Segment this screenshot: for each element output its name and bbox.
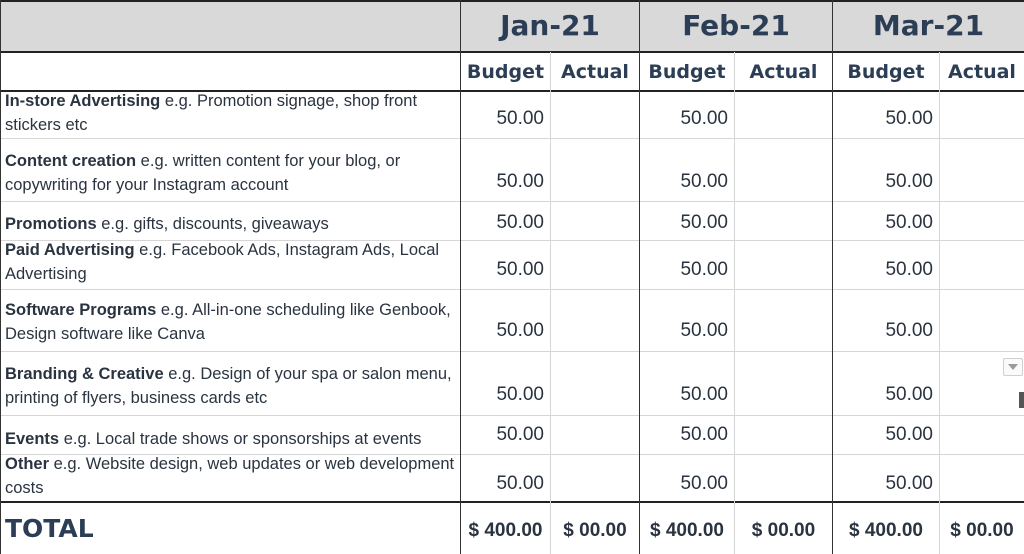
month-header-feb[interactable]: Feb-21	[682, 9, 790, 42]
month-header-jan[interactable]: Jan-21	[500, 9, 600, 42]
value-cell[interactable]: 50.00	[680, 259, 728, 280]
total-value[interactable]: $ 400.00	[468, 520, 543, 541]
category-description: e.g. Promotion signage, shop front stickers etc	[5, 92, 418, 134]
value-cell[interactable]: 50.00	[885, 108, 933, 129]
budget-column-header[interactable]: Budget	[648, 61, 726, 83]
row-label-branding-creative[interactable]	[5, 362, 457, 410]
value-cell[interactable]: 50.00	[680, 171, 728, 192]
value-cell[interactable]: 50.00	[680, 108, 728, 129]
actual-column-header[interactable]: Actual	[948, 61, 1016, 83]
category-name: Paid Advertising	[5, 241, 135, 259]
category-description: e.g. Local trade shows or sponsorships at events	[59, 430, 422, 448]
total-value[interactable]: $ 00.00	[563, 520, 627, 541]
value-cell[interactable]: 50.00	[680, 473, 728, 494]
total-value[interactable]: $ 00.00	[751, 520, 816, 541]
grid-line	[734, 52, 735, 554]
grid-line	[939, 52, 940, 554]
category-name: Other	[5, 455, 50, 473]
value-cell[interactable]: 50.00	[885, 473, 933, 494]
total-value[interactable]: $ 400.00	[849, 520, 923, 541]
category-name: Branding & Creative	[5, 365, 164, 383]
category-name: Content creation	[5, 152, 137, 170]
dropdown-arrow-icon[interactable]	[1003, 358, 1023, 376]
month-header-mar[interactable]: Mar-21	[872, 9, 985, 42]
category-description: e.g. All-in-one scheduling like Genbook, Design software like Canva	[5, 301, 451, 343]
row-label-other[interactable]	[5, 452, 457, 500]
grid-line	[0, 289, 1024, 290]
value-cell[interactable]: 50.00	[496, 320, 544, 341]
category-description: e.g. Design of your spa or salon menu, printing of flyers, business cards etc	[5, 365, 452, 407]
grid-line	[0, 415, 1024, 416]
grid-line	[0, 0, 1, 554]
value-cell[interactable]: 50.00	[496, 171, 544, 192]
category-name: Promotions	[5, 215, 97, 233]
cell-cursor-marker	[1019, 392, 1024, 408]
row-label-promotions[interactable]	[5, 212, 457, 236]
value-cell[interactable]: 50.00	[680, 384, 728, 405]
category-description: e.g. gifts, discounts, giveaways	[96, 215, 329, 233]
row-label-events[interactable]	[5, 427, 457, 451]
total-value[interactable]: $ 00.00	[950, 520, 1014, 541]
category-name: Events	[5, 430, 60, 448]
actual-column-header[interactable]: Actual	[749, 61, 818, 83]
total-label[interactable]: TOTAL	[5, 513, 94, 543]
row-label-paid-advertising[interactable]	[5, 238, 457, 286]
value-cell[interactable]: 50.00	[885, 384, 933, 405]
value-cell[interactable]: 50.00	[885, 320, 933, 341]
category-description: e.g. Website design, web updates or web development costs	[5, 455, 455, 497]
value-cell[interactable]: 50.00	[680, 320, 728, 341]
value-cell[interactable]: 50.00	[496, 384, 544, 405]
category-description: e.g. written content for your blog, or copywriting for your Instagram account	[5, 152, 401, 194]
value-cell[interactable]: 50.00	[885, 259, 933, 280]
actual-column-header[interactable]: Actual	[561, 61, 629, 83]
grid-line	[0, 138, 1024, 139]
row-label-in-store-advertising[interactable]	[5, 89, 457, 137]
grid-line	[550, 52, 551, 554]
total-value[interactable]: $ 400.00	[650, 520, 724, 541]
value-cell[interactable]: 50.00	[496, 259, 544, 280]
value-cell[interactable]: 50.00	[885, 424, 933, 445]
category-description: e.g. Facebook Ads, Instagram Ads, Local Advertising	[5, 241, 440, 283]
value-cell[interactable]: 50.00	[680, 424, 728, 445]
grid-line	[0, 201, 1024, 202]
grid-line	[0, 501, 1024, 503]
category-name: In-store Advertising	[5, 92, 161, 110]
value-cell[interactable]: 50.00	[680, 212, 728, 233]
value-cell[interactable]: 50.00	[496, 108, 544, 129]
value-cell[interactable]: 50.00	[885, 212, 933, 233]
value-cell[interactable]: 50.00	[885, 171, 933, 192]
value-cell[interactable]: 50.00	[496, 424, 544, 445]
row-label-software-programs[interactable]	[5, 298, 457, 346]
grid-line	[0, 351, 1024, 352]
budget-column-header[interactable]: Budget	[466, 61, 545, 83]
value-cell[interactable]: 50.00	[496, 473, 544, 494]
budget-column-header[interactable]: Budget	[847, 61, 925, 83]
category-name: Software Programs	[5, 301, 157, 319]
value-cell[interactable]: 50.00	[496, 212, 544, 233]
row-label-content-creation[interactable]	[5, 149, 457, 197]
